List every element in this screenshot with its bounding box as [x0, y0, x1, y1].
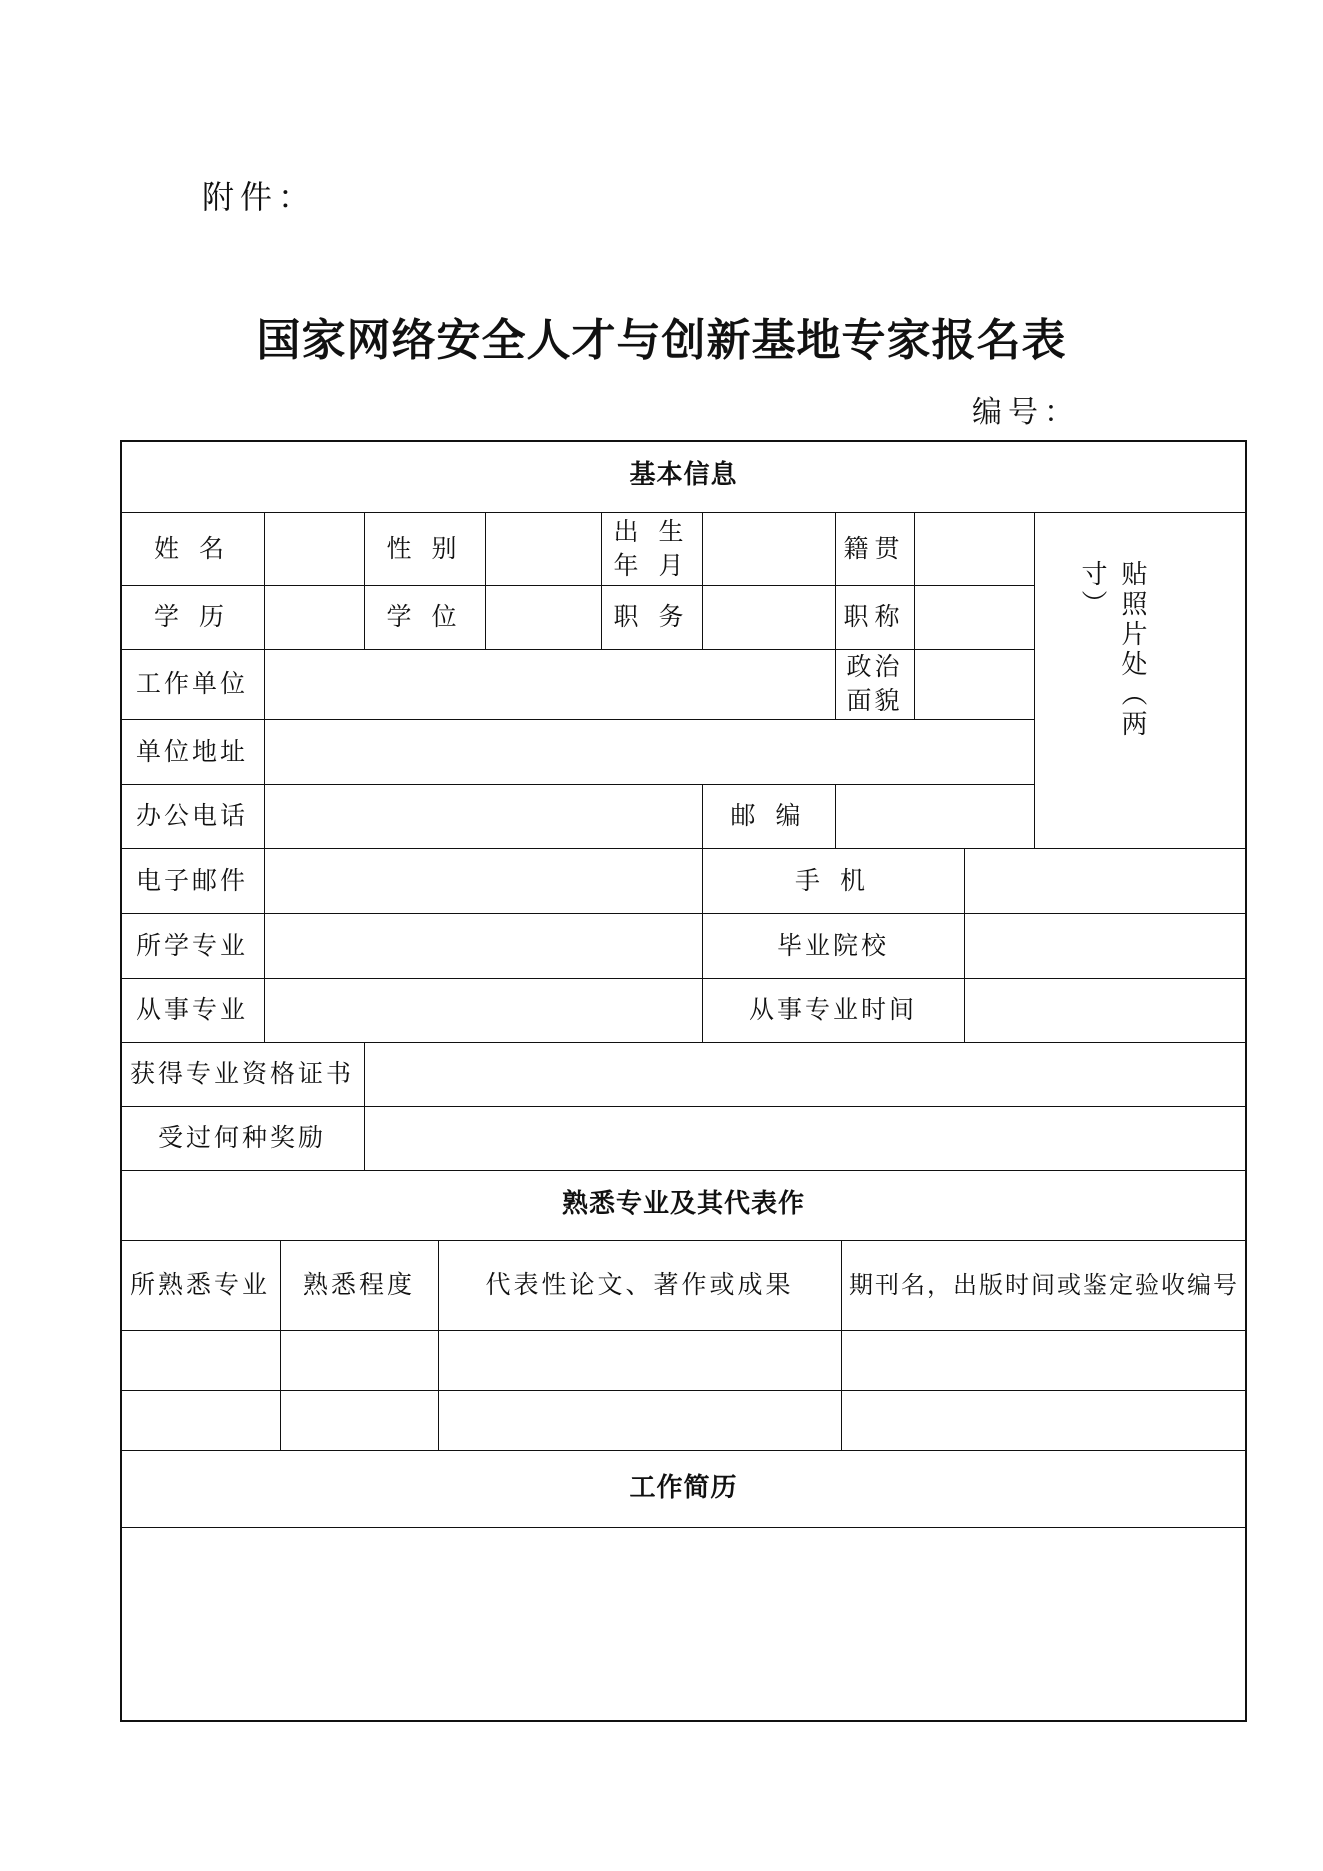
label-major: 所学专业: [135, 930, 248, 960]
photo-placeholder-text: 贴照片处（两寸）: [1077, 560, 1147, 740]
expertise-row-1-works[interactable]: [438, 1330, 841, 1390]
input-title-rank[interactable]: [914, 585, 1034, 649]
input-name[interactable]: [264, 512, 364, 585]
label-office-phone: 办公电话: [135, 801, 248, 831]
label-mobile: 手 机: [795, 865, 871, 895]
col-header-familiarity: 熟悉程度: [302, 1270, 415, 1300]
label-political-line1: 政治: [846, 652, 903, 682]
attachment-label: 附件：: [202, 178, 317, 216]
input-certificates[interactable]: [364, 1042, 1247, 1106]
col-header-representative-works: 代表性论文、著作或成果: [485, 1270, 794, 1300]
label-name: 姓 名: [154, 533, 230, 563]
input-unit-address[interactable]: [264, 719, 1034, 784]
input-engaged-field[interactable]: [264, 978, 702, 1042]
input-email[interactable]: [264, 848, 702, 913]
col-header-journal-info: 期刊名，出版时间或鉴定验收编号: [849, 1270, 1239, 1299]
input-major[interactable]: [264, 913, 702, 978]
label-engaged-field: 从事专业: [135, 995, 248, 1025]
label-political-line2: 面貌: [846, 686, 903, 715]
label-awards: 受过何种奖励: [157, 1123, 326, 1153]
label-birth-line2: 年 月: [613, 550, 690, 580]
label-education: 学 历: [154, 602, 230, 632]
input-postcode[interactable]: [835, 784, 1034, 848]
input-mobile[interactable]: [964, 848, 1247, 913]
label-title-rank: 职称: [843, 602, 906, 632]
input-political-status[interactable]: [914, 649, 1034, 719]
input-gender[interactable]: [485, 512, 601, 585]
section-header-resume: 工作简历: [629, 1472, 738, 1503]
label-engaged-time: 从事专业时间: [748, 995, 917, 1025]
input-education[interactable]: [264, 585, 364, 649]
input-awards[interactable]: [364, 1106, 1247, 1170]
label-degree: 学 位: [386, 602, 463, 632]
label-work-unit: 工作单位: [135, 669, 248, 699]
label-native-place: 籍贯: [843, 533, 906, 563]
expertise-row-1-field[interactable]: [120, 1330, 280, 1390]
label-birth-line1: 出 生: [613, 516, 690, 546]
input-office-phone[interactable]: [264, 784, 702, 848]
label-graduated-school: 毕业院校: [776, 930, 889, 960]
label-unit-address: 单位地址: [135, 736, 248, 766]
expertise-row-2-works[interactable]: [438, 1390, 841, 1450]
label-gender: 性 别: [386, 533, 463, 563]
form-title: 国家网络安全人才与创新基地专家报名表: [256, 315, 1067, 366]
serial-number-label: 编号：: [972, 395, 1080, 430]
expertise-row-1-journal[interactable]: [841, 1330, 1247, 1390]
label-birth-date: [601, 512, 702, 585]
input-work-unit[interactable]: [264, 649, 835, 719]
expertise-row-2-field[interactable]: [120, 1390, 280, 1450]
section-header-expertise: 熟悉专业及其代表作: [561, 1189, 805, 1220]
col-header-familiar-field: 所熟悉专业: [129, 1270, 270, 1300]
input-birth-date[interactable]: [702, 512, 835, 585]
label-email: 电子邮件: [135, 865, 248, 895]
input-native-place[interactable]: [914, 512, 1034, 585]
label-position: 职 务: [613, 602, 690, 632]
label-postcode: 邮 编: [730, 801, 807, 831]
input-position[interactable]: [702, 585, 835, 649]
label-political-status: [835, 649, 914, 719]
expertise-row-2-familiarity[interactable]: [280, 1390, 438, 1450]
expertise-row-2-journal[interactable]: [841, 1390, 1247, 1450]
input-graduated-school[interactable]: [964, 913, 1247, 978]
expertise-row-1-familiarity[interactable]: [280, 1330, 438, 1390]
input-engaged-time[interactable]: [964, 978, 1247, 1042]
section-header-basic-info: 基本信息: [629, 460, 738, 491]
input-degree[interactable]: [485, 585, 601, 649]
resume-body-area[interactable]: [120, 1527, 1247, 1722]
label-certificates: 获得专业资格证书: [129, 1059, 354, 1089]
